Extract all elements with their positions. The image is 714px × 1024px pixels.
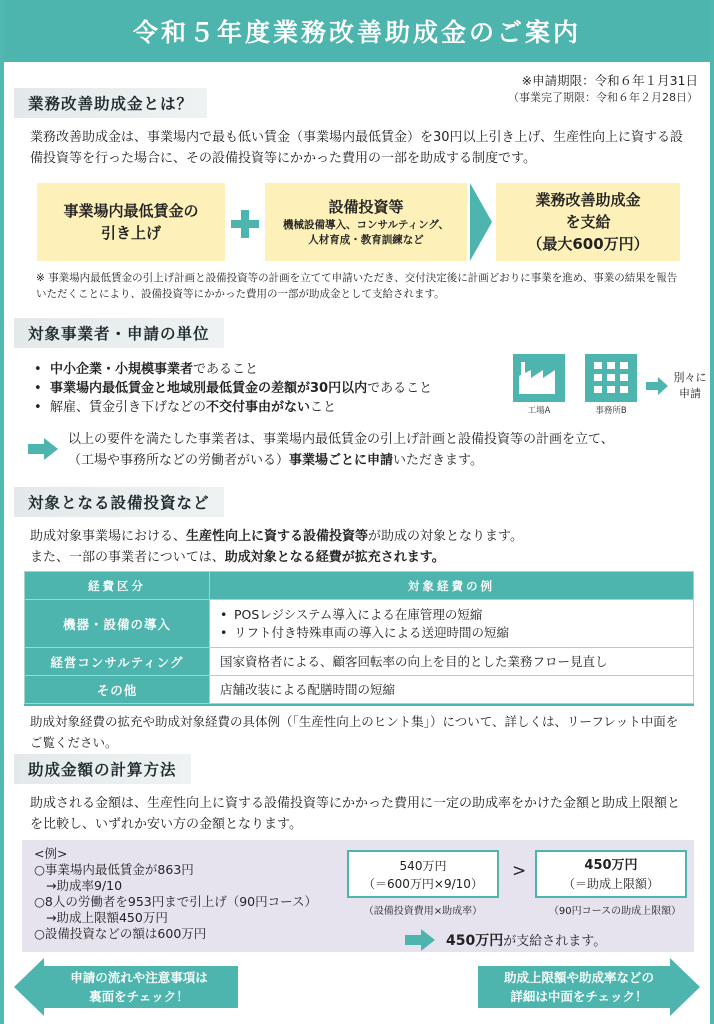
table-cell-examples: 国家資格者による、顧客回転率の向上を目的とした業務フロー見直し bbox=[210, 648, 694, 676]
box2-title: 設備投資等 bbox=[328, 198, 404, 216]
investment-body: 助成対象事業場における、生産性向上に資する設備投資等が助成の対象となります。 また、一部の事業者については、助成対象となる経費が拡充されます。 bbox=[30, 529, 523, 565]
inside-page-link[interactable]: 助成上限額や助成率などの 詳細は中面をチェック！ bbox=[503, 970, 654, 1004]
upper-limit-box: 450万円 （＝助成上限額） bbox=[535, 850, 687, 898]
arrow-right-icon bbox=[405, 929, 435, 951]
arrow-right-icon bbox=[28, 438, 58, 460]
table-row bbox=[25, 600, 694, 648]
about-body: 業務改善助成金は、事業場内で最も低い賃金（事業場内最低賃金）を30円以上引き上げ、生産性向上に資する設備投資等を行った場合に、その設備投資等にかかった費用の一部を助成する制度です。 bbox=[30, 130, 684, 166]
right-border bbox=[710, 0, 714, 1024]
rate-calculation-box: 540万円 （＝600万円×9/10） bbox=[347, 850, 499, 898]
section-heading-investment: 対象となる設備投資など bbox=[14, 487, 224, 517]
office-building-icon bbox=[585, 354, 637, 402]
box3-line2: を支給 bbox=[565, 213, 611, 231]
left-border bbox=[0, 0, 4, 1024]
page-title: 令和５年度業務改善助成金のご案内 bbox=[4, 0, 710, 62]
rate-calculation-caption: （設備投資費用×助成率） bbox=[363, 906, 483, 917]
box3-line1: 業務改善助成金 bbox=[535, 191, 641, 209]
separate-application-note: 別々に 申請 bbox=[673, 371, 707, 400]
box2-sub-line1: 機械設備導入、コンサルティング、 bbox=[282, 219, 449, 231]
table-header-category: 経費区分 bbox=[25, 572, 210, 600]
chevron-right-icon bbox=[470, 183, 492, 261]
section-heading-eligibility: 対象事業者・申請の単位 bbox=[14, 318, 224, 348]
list-item: • 事業場内最低賃金と地域別最低賃金の差額が30円以内であること bbox=[32, 379, 502, 398]
box1-line1: 事業場内最低賃金の bbox=[63, 202, 199, 220]
table-cell-examples: • POSレジシステム導入による在庫管理の短縮 • リフト付き特殊車両の導入による送迎時間の短縮 bbox=[210, 600, 694, 648]
min-wage-raise-box bbox=[37, 183, 225, 261]
plus-icon bbox=[231, 210, 259, 238]
application-deadline: ※申請期限：令和６年１月31日 bbox=[521, 73, 698, 88]
eligibility-list bbox=[32, 360, 502, 417]
investment-box bbox=[265, 183, 467, 261]
list-item: • 中小企業・小規模事業者であること bbox=[32, 360, 502, 379]
table-row bbox=[25, 676, 694, 704]
eligibility-conclusion: 以上の要件を満たした事業者は、事業場内最低賃金の引上げ計画と設備投資等の計画を立て、 （工場や事務所などの労働者がいる）事業場ごとに申請いただきます。 bbox=[68, 432, 614, 468]
payment-result: 450万円が支給されます。 bbox=[446, 933, 607, 949]
box1-line2: 引き上げ bbox=[100, 224, 161, 242]
expense-footnote: 助成対象経費の拡充や助成対象経費の具体例（「生産性向上のヒント集」）について、詳しくは、リーフレット中面をご覧ください。 bbox=[30, 714, 679, 750]
table-cell-examples: 店舗改装による配膳時間の短縮 bbox=[210, 676, 694, 704]
back-page-link[interactable]: 申請の流れや注意事項は 裏面をチェック！ bbox=[70, 970, 208, 1004]
box3-line3: （最大600万円） bbox=[527, 235, 649, 253]
table-cell-category: 経営コンサルティング bbox=[25, 648, 210, 676]
process-note: ※ 事業場内最低賃金の引上げ計画と設備投資等の計画を立てて申請いただき、交付決定後に計画どおりに事業を進め、事業の結果を報告いただくことにより、設備投資等にかかった費用の一部が助成金として支給されます。 bbox=[36, 272, 678, 300]
factory-label: 工場A bbox=[527, 406, 551, 416]
list-item: • 解雇、賃金引き下げなどの不交付事由がないこと bbox=[32, 398, 502, 417]
table-row bbox=[25, 648, 694, 676]
deadline-info bbox=[508, 72, 698, 106]
table-cell-category: 機器・設備の導入 bbox=[25, 600, 210, 648]
completion-deadline: （事業完了期限：令和６年２月28日） bbox=[508, 91, 698, 104]
box2-sub-line2: 人材育成・教育訓練など bbox=[308, 234, 424, 246]
example-conditions: <例> ○事業場内最低賃金が863円 →助成率9/10 ○8人の労働者を953円まで引上げ（90円コース） →助成上限額450万円 ○設備投資などの額は600万円 bbox=[34, 846, 318, 941]
table-bottom-rule bbox=[24, 704, 694, 706]
comparison-symbol: > bbox=[512, 861, 527, 881]
arrow-right-icon bbox=[646, 377, 668, 395]
table-cell-category: その他 bbox=[25, 676, 210, 704]
calculation-body: 助成される金額は、生産性向上に資する設備投資等にかかった費用に一定の助成率をかけた金額と助成上限額とを比較し、いずれか安い方の金額となります。 bbox=[30, 796, 681, 832]
section-heading-calculation: 助成金額の計算方法 bbox=[14, 754, 191, 784]
expense-table bbox=[24, 571, 694, 704]
table-header-examples: 対象経費の例 bbox=[210, 572, 694, 600]
section-heading-about: 業務改善助成金とは？ bbox=[14, 88, 207, 118]
office-label: 事務所B bbox=[595, 406, 627, 416]
upper-limit-caption: （90円コースの助成上限額） bbox=[548, 906, 682, 917]
factory-icon bbox=[513, 354, 565, 402]
subsidy-box bbox=[496, 183, 680, 261]
